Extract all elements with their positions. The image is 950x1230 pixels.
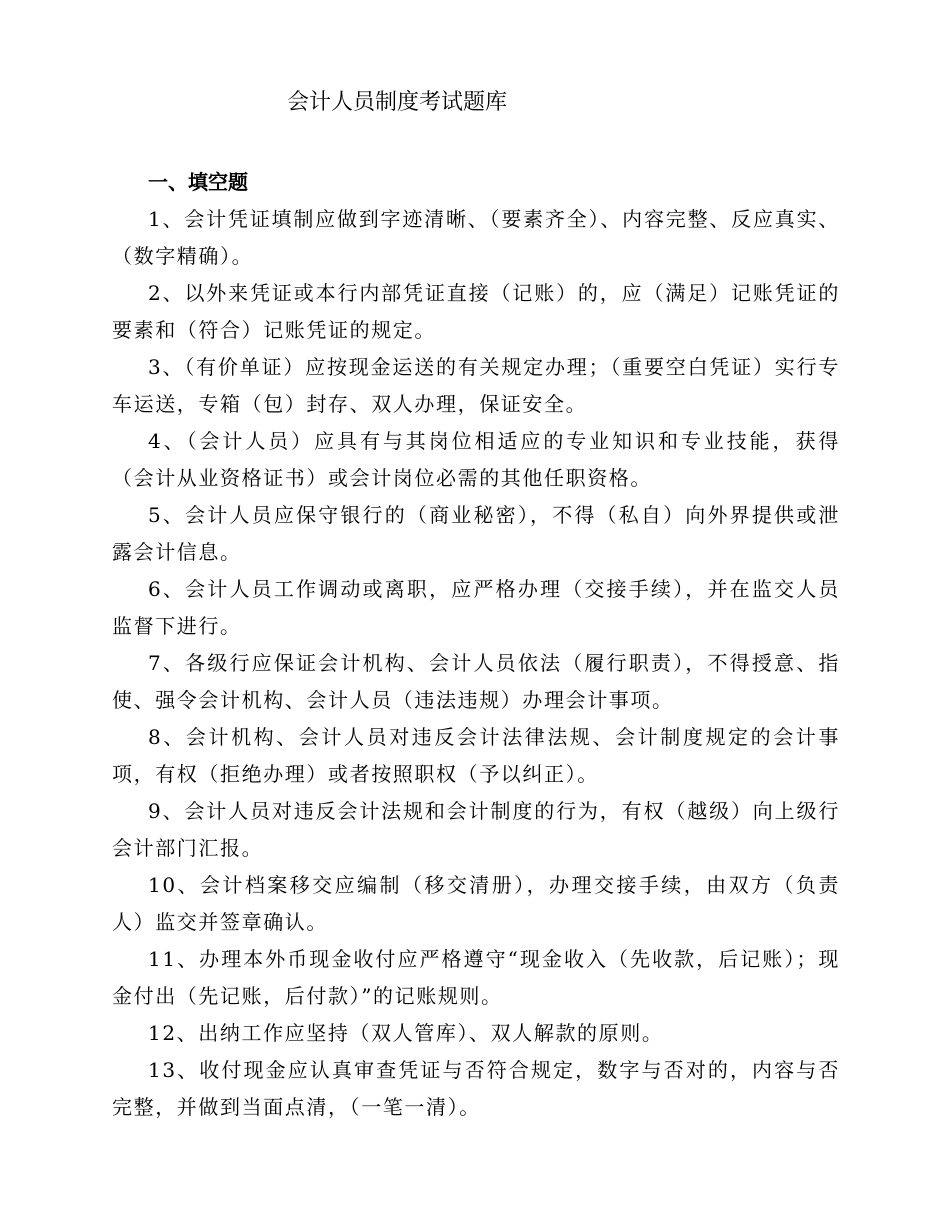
- question-item: 10、会计档案移交应编制（移交清册），办理交接手续，由双方（负责人）监交并签章确认。: [112, 873, 840, 934]
- question-item: 7、各级行应保证会计机构、会计人员依法（履行职责），不得授意、指使、强令会计机构、会计人员（违法违规）办理会计事项。: [112, 651, 840, 712]
- question-list: [112, 201, 840, 1126]
- question-item: 13、收付现金应认真审查凭证与否符合规定，数字与否对的，内容与否完整，并做到当面点清，（一笔一清）。: [112, 1058, 840, 1119]
- question-item: 11、办理本外币现金收付应严格遵守“现金收入（先收款，后记账）；现金付出（先记账，后付款）”的记账规则。: [112, 947, 840, 1008]
- question-item: 4、（会计人员）应具有与其岗位相适应的专业知识和专业技能，获得（会计从业资格证书）或会计岗位必需的其他任职资格。: [112, 429, 840, 490]
- section-heading: 一、填空题: [148, 170, 248, 194]
- question-item: 5、会计人员应保守银行的（商业秘密），不得（私自）向外界提供或泄露会计信息。: [112, 503, 840, 564]
- page-title: 会计人员制度考试题库: [287, 90, 508, 115]
- question-item: 6、会计人员工作调动或离职，应严格办理（交接手续），并在监交人员监督下进行。: [112, 577, 840, 638]
- question-item: 8、会计机构、会计人员对违反会计法律法规、会计制度规定的会计事项，有权（拒绝办理）或者按照职权（予以纠正）。: [112, 725, 840, 786]
- question-item: 2、以外来凭证或本行内部凭证直接（记账）的，应（满足）记账凭证的要素和（符合）记账凭证的规定。: [112, 281, 840, 342]
- question-item: 1、会计凭证填制应做到字迹清晰、（要素齐全）、内容完整、反应真实、（数字精确）。: [112, 207, 840, 268]
- question-item: 12、出纳工作应坚持（双人管库）、双人解款的原则。: [148, 1021, 664, 1045]
- question-item: 9、会计人员对违反会计法规和会计制度的行为，有权（越级）向上级行会计部门汇报。: [112, 799, 840, 860]
- question-item: 3、（有价单证）应按现金运送的有关规定办理；（重要空白凭证）实行专车运送，专箱（包）封存、双人办理，保证安全。: [112, 355, 840, 416]
